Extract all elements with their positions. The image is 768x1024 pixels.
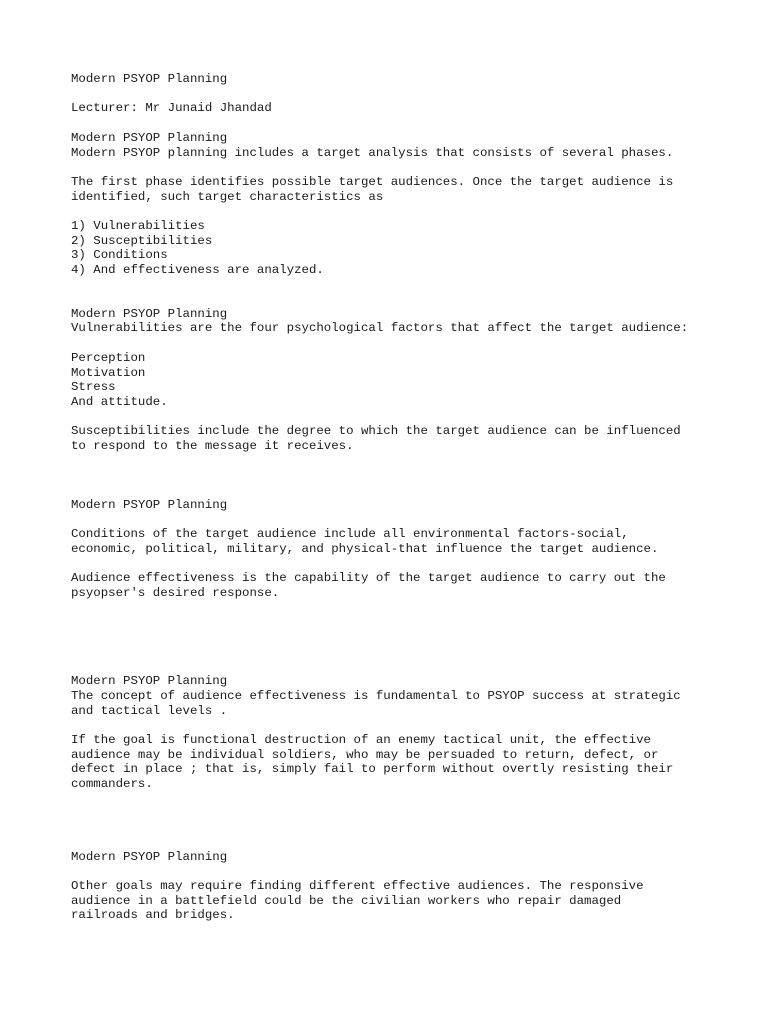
lecturer-line: Lecturer: Mr Junaid Jhandad: [71, 101, 272, 115]
section2-heading: Modern PSYOP Planning: [71, 307, 228, 321]
section1-heading: Modern PSYOP Planning: [71, 131, 228, 145]
section3-heading: Modern PSYOP Planning: [71, 498, 228, 512]
section2-factors: Perception Motivation Stress And attitude.: [71, 351, 168, 410]
document-title: Modern PSYOP Planning: [71, 72, 228, 86]
section2-intro: Vulnerabilities are the four psychological factors that affect the target audience:: [71, 321, 689, 335]
section4-heading: Modern PSYOP Planning: [71, 674, 228, 688]
section2-paragraph: Susceptibilities include the degree to which the target audience can be influenced to respond to the message it receives.: [71, 424, 681, 453]
section4-intro: The concept of audience effectiveness is fundamental to PSYOP success at strategic and tactical levels .: [71, 689, 681, 718]
section1-intro: Modern PSYOP planning includes a target analysis that consists of several phases.: [71, 146, 674, 160]
section1-list: 1) Vulnerabilities 2) Susceptibilities 3) Conditions 4) And effectiveness are analyzed.: [71, 219, 324, 278]
section3-paragraph-1: Conditions of the target audience include all environmental factors-social, economic, political, military, and physical-that influence the target audience.: [71, 527, 659, 556]
section4-paragraph: If the goal is functional destruction of an enemy tactical unit, the effective audience may be individual soldiers, who may be persuaded to return, defect, or defect in place ; that is, simply fail to perform without overtly resisting their commanders.: [71, 733, 674, 792]
section3-paragraph-2: Audience effectiveness is the capability of the target audience to carry out the psyopser's desired response.: [71, 571, 666, 600]
section1-paragraph: The first phase identifies possible target audiences. Once the target audience is identified, such target characteristics as: [71, 175, 674, 204]
section5-paragraph: Other goals may require finding different effective audiences. The responsive audience in a battlefield could be the civilian workers who repair damaged railroads and bridges.: [71, 879, 644, 923]
section5-heading: Modern PSYOP Planning: [71, 850, 228, 864]
